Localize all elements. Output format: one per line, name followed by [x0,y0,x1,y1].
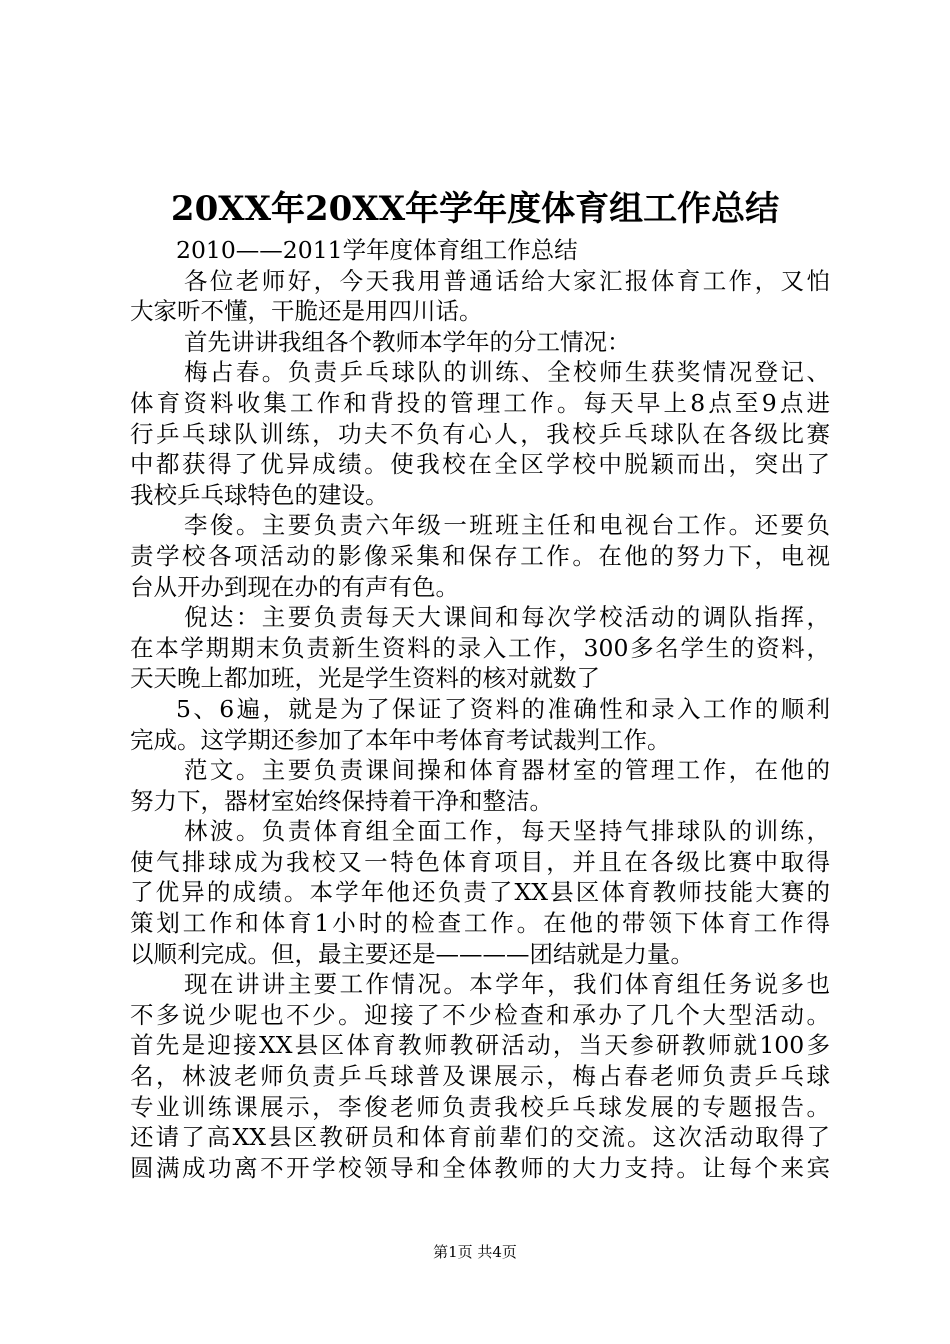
text-line: 完成。这学期还参加了本年中考体育考试裁判工作。 [130,725,671,754]
text-line: 梅占春。负责乒乓球队的训练、全校师生获奖情况登记、 [184,358,830,387]
text-line: 策划工作和体育1小时的检查工作。在他的带领下体育工作得 [130,909,830,938]
text-line: 不多说少呢也不少。迎接了不少检查和承办了几个大型活动。 [130,1000,830,1029]
text-line: 李俊。主要负责六年级一班班主任和电视台工作。还要负 [184,511,830,540]
text-line: 5、6遍，就是为了保证了资料的准确性和录入工作的顺利 [176,694,830,723]
text-line: 林波。负责体育组全面工作，每天坚持气排球队的训练， [184,817,830,846]
text-line: 2010——2011学年度体育组工作总结 [176,236,578,264]
document-title: 20XX年20XX年学年度体育组工作总结 [170,189,780,229]
text-line: 使气排球成为我校又一特色体育项目，并且在各级比赛中取得 [130,847,830,876]
text-line: 名，林波老师负责乒乓球普及课展示，梅占春老师负责乒乓球 [130,1062,830,1091]
text-line: 以顺利完成。但，最主要还是————团结就是力量。 [130,939,694,968]
text-line: 天天晚上都加班，光是学生资料的核对就数了 [130,664,600,693]
text-line: 首先讲讲我组各个教师本学年的分工情况： [184,327,631,356]
text-line: 还请了高XX县区教研员和体育前辈们的交流。这次活动取得了 [130,1123,830,1152]
text-line: 了优异的成绩。本学年他还负责了XX县区体育教师技能大赛的 [130,878,830,907]
text-line: 圆满成功离不开学校领导和全体教师的大力支持。让每个来宾 [130,1153,830,1182]
text-line: 专业训练课展示，李俊老师负责我校乒乓球发展的专题报告。 [130,1092,830,1121]
text-line: 中都获得了优异成绩。使我校在全区学校中脱颖而出，突出了 [130,450,830,479]
text-line: 大家听不懂，干脆还是用四川话。 [130,297,483,326]
text-line: 责学校各项活动的影像采集和保存工作。在他的努力下，电视 [130,541,830,570]
text-line: 台从开办到现在办的有声有色。 [130,572,459,601]
text-line: 首先是迎接XX县区体育教师教研活动，当天参研教师就100多 [130,1031,830,1060]
text-line: 在本学期期末负责新生资料的录入工作，300多名学生的资料， [130,633,830,662]
text-line: 我校乒乓球特色的建设。 [130,480,389,509]
text-line: 倪达：主要负责每天大课间和每次学校活动的调队指挥， [184,603,830,632]
page-footer: 第1页 共4页 [433,1243,517,1261]
text-line: 现在讲讲主要工作情况。本学年，我们体育组任务说多也 [184,970,830,999]
text-line: 行乒乓球队训练，功夫不负有心人，我校乒乓球队在各级比赛 [130,419,830,448]
text-line: 体育资料收集工作和背投的管理工作。每天早上8点至9点进 [130,388,830,417]
document-body [130,235,830,1183]
text-line: 努力下，器材室始终保持着干净和整洁。 [130,786,553,815]
text-line: 范文。主要负责课间操和体育器材室的管理工作，在他的 [184,756,830,785]
text-line: 各位老师好，今天我用普通话给大家汇报体育工作，又怕 [184,266,830,295]
